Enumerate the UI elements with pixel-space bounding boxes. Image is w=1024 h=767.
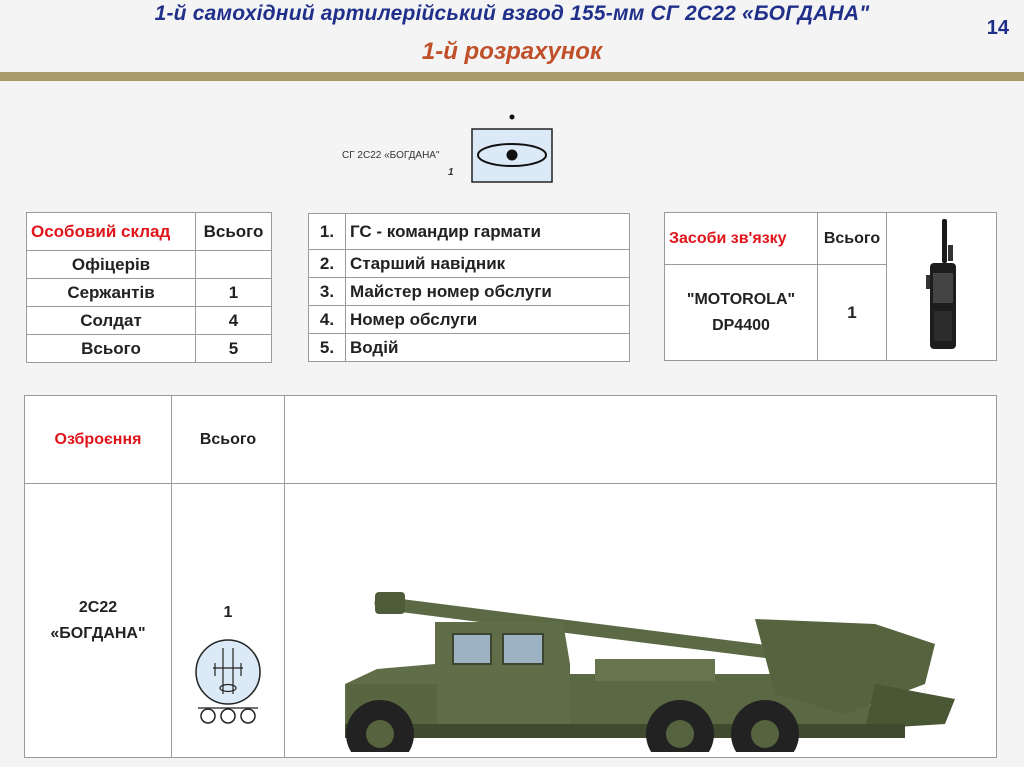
personnel-row-value: [196, 251, 272, 279]
comms-item-count: 1: [818, 265, 887, 361]
radio-icon: [912, 215, 972, 353]
slide-header: [0, 0, 1024, 80]
howitzer-image-cell: [285, 484, 997, 758]
slide-title: 1-й самохідний артилерійський взвод 155-мм СГ 2С22 «БОГДАНА": [154, 2, 870, 25]
personnel-row-label: Офіцерів: [27, 251, 196, 279]
comms-item-name: "MOTOROLA" DP4400: [665, 265, 818, 361]
howitzer-truck-image: [285, 484, 993, 752]
table-row: [25, 484, 997, 758]
crew-number: 3.: [309, 278, 346, 306]
weapons-header-label: Озброєння: [25, 396, 172, 484]
slide-subtitle: 1-й розрахунок: [421, 38, 603, 65]
personnel-table: [26, 212, 272, 363]
page-number: 14: [986, 17, 1009, 39]
artillery-unit-symbol-icon: [470, 110, 556, 186]
howitzer-symbol-icon: [188, 636, 268, 726]
personnel-row-label: Солдат: [27, 307, 196, 335]
table-row: [309, 214, 630, 250]
crew-number: 5.: [309, 334, 346, 362]
radio-image-cell: [887, 213, 997, 361]
crew-role: Майстер номер обслуги: [346, 278, 630, 306]
header-divider: [0, 72, 1024, 81]
comms-header-total: Всього: [818, 213, 887, 265]
table-row: [309, 334, 630, 362]
table-row: [309, 306, 630, 334]
personnel-row-value: 1: [196, 279, 272, 307]
crew-number: 1.: [309, 214, 346, 250]
crew-role: Водій: [346, 334, 630, 362]
crew-table: [308, 213, 630, 362]
weapons-header-empty: [285, 396, 997, 484]
table-row: [27, 307, 272, 335]
weapons-item-count: 1: [223, 604, 233, 621]
crew-role: ГС - командир гармати: [346, 214, 630, 250]
weapons-item-name: 2С22 «БОГДАНА": [50, 598, 146, 642]
personnel-header-total: Всього: [196, 213, 272, 251]
comms-table: [664, 212, 997, 361]
personnel-row-value: 5: [196, 335, 272, 363]
crew-number: 4.: [309, 306, 346, 334]
comms-header-label: Засоби зв'язку: [665, 213, 818, 265]
table-row: [309, 250, 630, 278]
symbol-number: 1: [448, 167, 454, 178]
crew-number: 2.: [309, 250, 346, 278]
table-row: [27, 279, 272, 307]
weapons-header-total: Всього: [172, 396, 285, 484]
crew-role: Старший навідник: [346, 250, 630, 278]
personnel-row-label: Всього: [27, 335, 196, 363]
weapons-item-name-cell: [25, 484, 172, 758]
weapons-table: [24, 395, 997, 758]
personnel-row-label: Сержантів: [27, 279, 196, 307]
crew-role: Номер обслуги: [346, 306, 630, 334]
personnel-row-value: 4: [196, 307, 272, 335]
table-row: [309, 278, 630, 306]
symbol-label: СГ 2С22 «БОГДАНА": [342, 150, 440, 161]
table-row: [27, 251, 272, 279]
weapons-item-count-cell: [172, 484, 285, 758]
personnel-header-label: Особовий склад: [27, 213, 196, 251]
table-row: [27, 335, 272, 363]
